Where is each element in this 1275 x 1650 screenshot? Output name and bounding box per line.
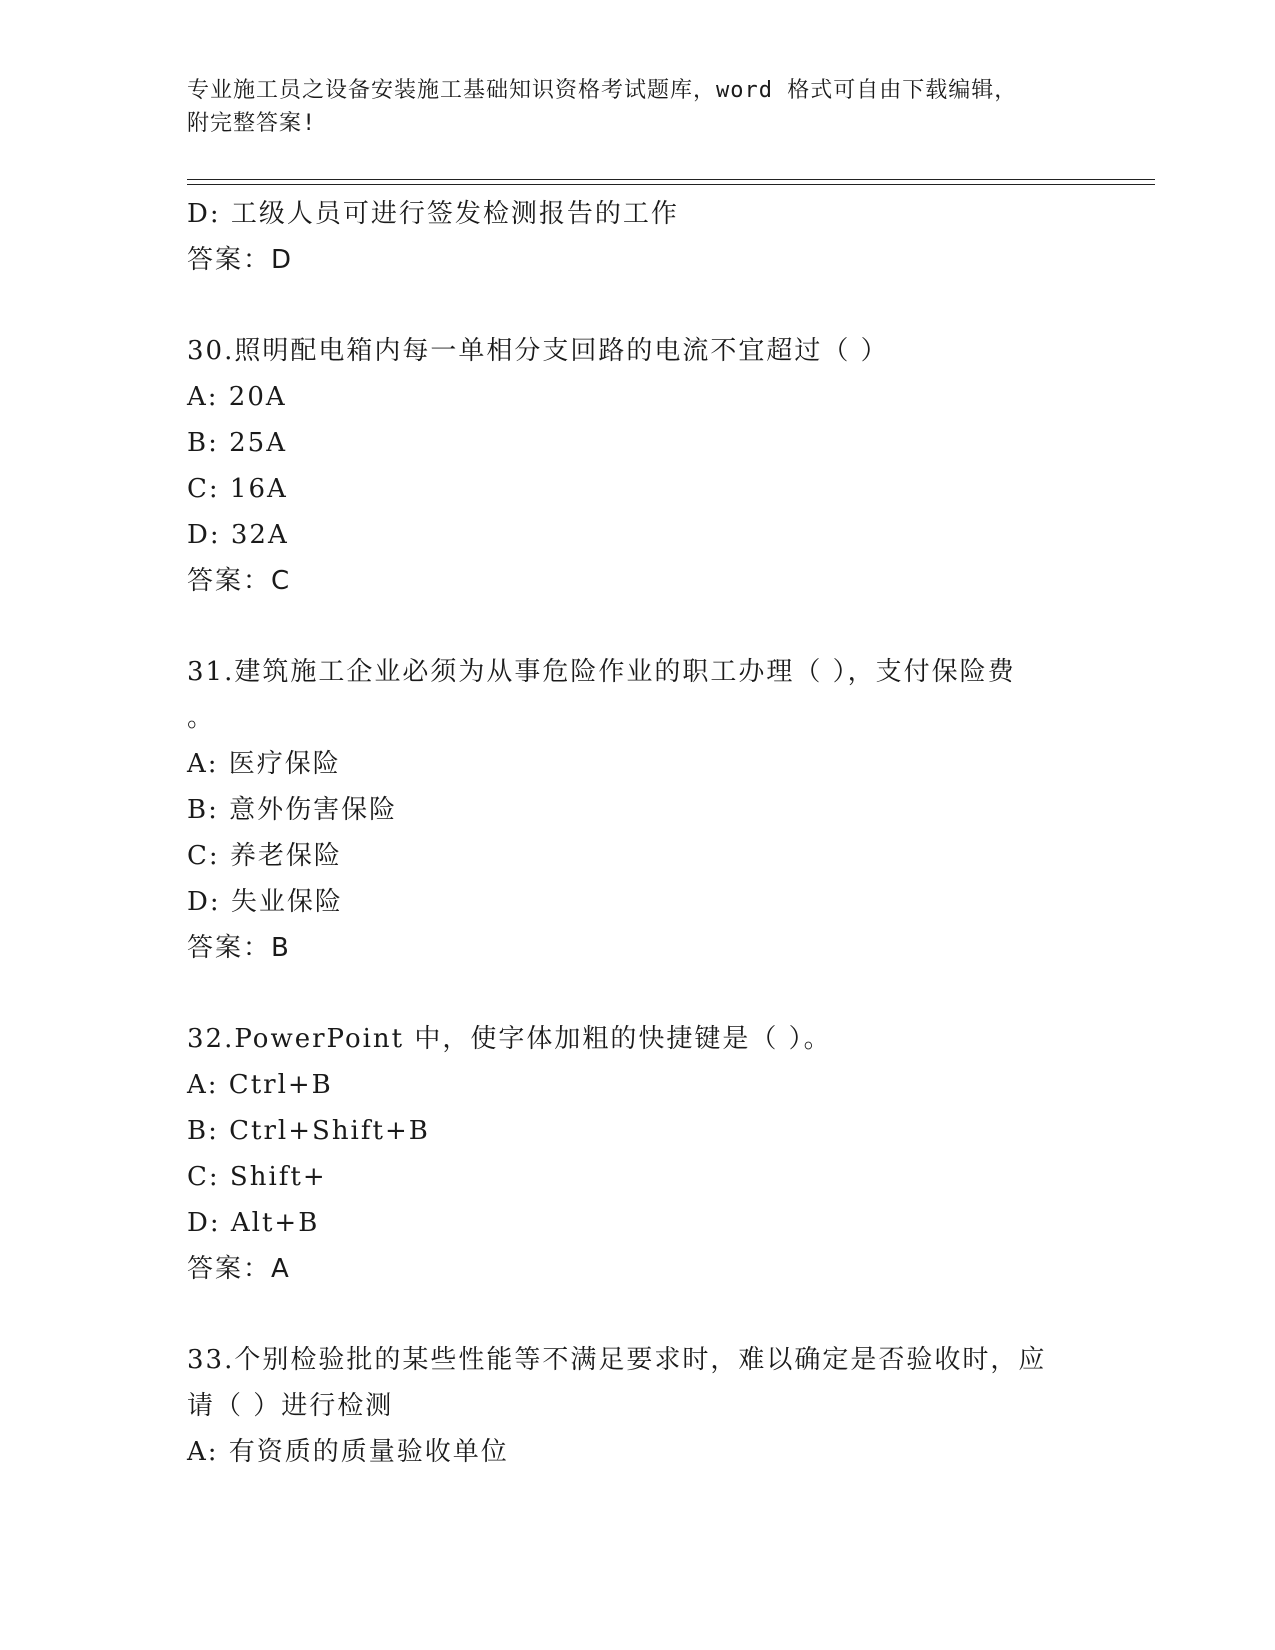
option-d: D: Alt+B (187, 1208, 320, 1238)
answer-line: 答案：A (187, 1254, 291, 1284)
answer-line: 答案：C (187, 566, 292, 596)
document-header (187, 74, 1067, 140)
option-c: C: 养老保险 (187, 841, 342, 871)
question-list (187, 191, 1087, 1475)
question-text-continued: 请（ ）进行检测 (187, 1391, 394, 1421)
question-text: 33.个别检验批的某些性能等不满足要求时，难以确定是否验收时，应 (187, 1345, 1047, 1375)
question-block-32 (187, 1016, 1087, 1292)
question-text: 30.照明配电箱内每一单相分支回路的电流不宜超过（ ） (187, 336, 889, 366)
option-d: D: 32A (187, 520, 289, 550)
question-text: 32.PowerPoint 中，使字体加粗的快捷键是（ ）。 (187, 1024, 832, 1054)
answer-line: 答案：D (187, 245, 294, 275)
option-a: A: 20A (187, 382, 287, 412)
option-d: D: 工级人员可进行签发检测报告的工作 (187, 199, 679, 229)
option-b: B: 25A (187, 428, 287, 458)
option-c: C: Shift+ (187, 1162, 327, 1192)
option-a: A: 医疗保险 (187, 749, 341, 779)
header-divider-bottom (187, 184, 1155, 185)
option-a: A: Ctrl+B (187, 1070, 333, 1100)
question-text-continued: 。 (187, 703, 216, 733)
question-text: 31.建筑施工企业必须为从事危险作业的职工办理（ ），支付保险费 (187, 657, 1016, 687)
question-block-31 (187, 649, 1087, 971)
question-block-29 (187, 191, 1087, 283)
option-b: B: Ctrl+Shift+B (187, 1116, 430, 1146)
option-a: A: 有资质的质量验收单位 (187, 1437, 509, 1467)
question-block-30 (187, 328, 1087, 604)
question-block-33 (187, 1337, 1087, 1475)
answer-line: 答案：B (187, 933, 291, 963)
header-line-1: 专业施工员之设备安装施工基础知识资格考试题库，word 格式可自由下载编辑， (187, 78, 1018, 103)
header-divider-top (187, 179, 1155, 180)
option-b: B: 意外伤害保险 (187, 795, 398, 825)
option-c: C: 16A (187, 474, 288, 504)
header-line-2: 附完整答案! (187, 111, 317, 136)
option-d: D: 失业保险 (187, 887, 343, 917)
